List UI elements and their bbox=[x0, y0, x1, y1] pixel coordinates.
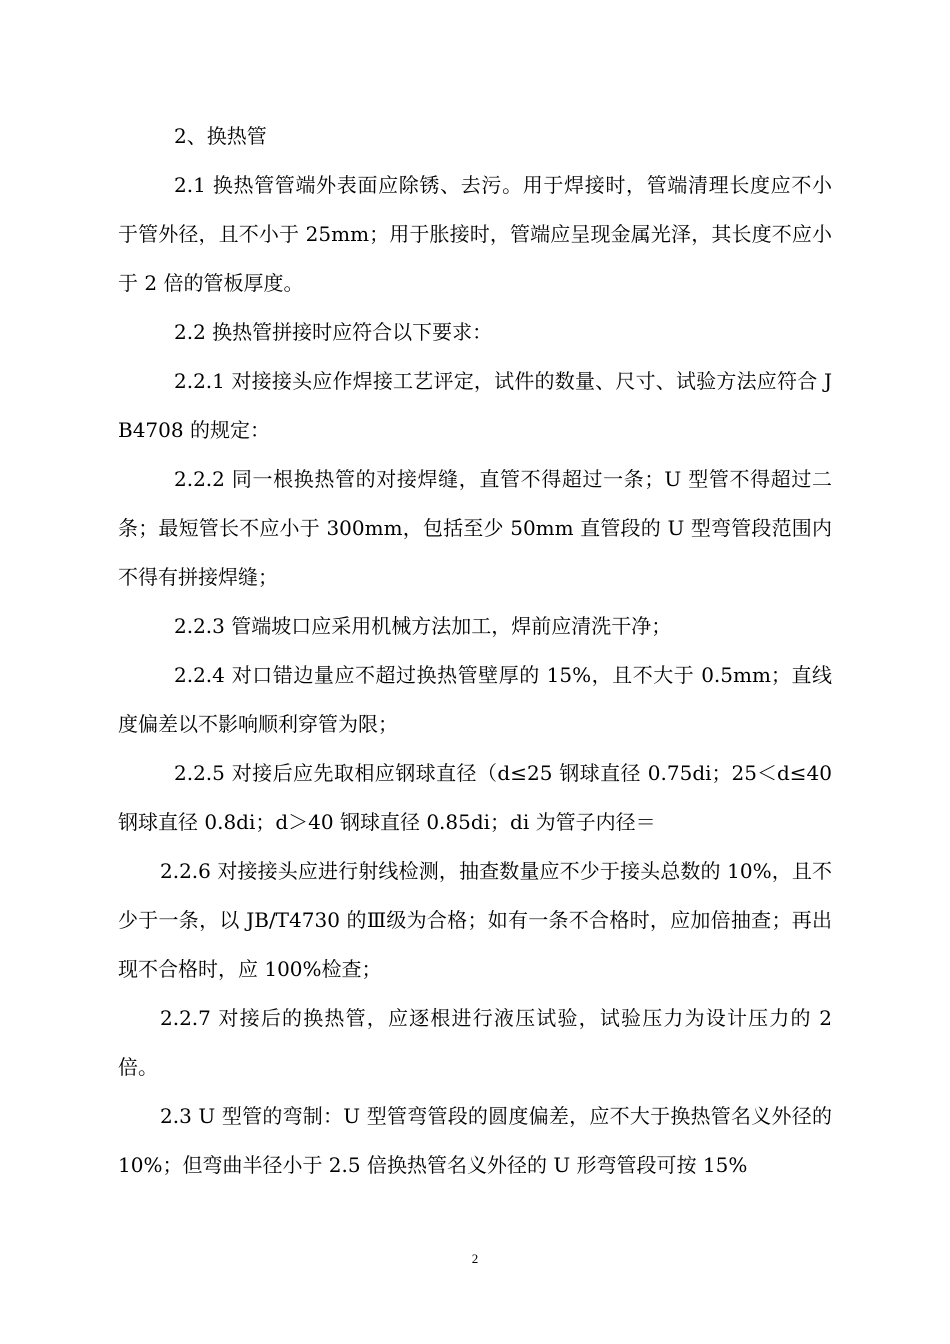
paragraph-2-2-4: 2.2.4 对口错边量应不超过换热管壁厚的 15%，且不大于 0.5mm；直线度偏差以不影响顺利穿管为限； bbox=[118, 663, 832, 736]
paragraph-2-3: 2.3 U 型管的弯制：U 型管弯管段的圆度偏差，应不大于换热管名义外径的 10%；但弯曲半径小于 2.5 倍换热管名义外径的 U 形弯管段可按 15% bbox=[118, 1104, 832, 1177]
paragraph-2-2-5: 2.2.5 对接后应先取相应钢球直径（d≤25 钢球直径 0.75di；25＜d≤40 钢球直径 0.8di；d＞40 钢球直径 0.85di；di 为管子内径＝ bbox=[118, 761, 832, 834]
paragraph-2-1: 2.1 换热管管端外表面应除锈、去污。用于焊接时，管端清理长度应不小于管外径，且不小于 25mm；用于胀接时，管端应呈现金属光泽，其长度不应小于 2 倍的管板厚度。 bbox=[118, 173, 832, 295]
paragraph-2-2-1: 2.2.1 对接接头应作焊接工艺评定，试件的数量、尺寸、试验方法应符合 JB4708 的规定： bbox=[118, 369, 832, 442]
section-title: 2、换热管 bbox=[174, 124, 267, 148]
paragraph-2-2: 2.2 换热管拼接时应符合以下要求： bbox=[174, 320, 493, 344]
paragraph-2-2-2: 2.2.2 同一根换热管的对接焊缝，直管不得超过一条；U 型管不得超过二条；最短管长不应小于 300mm，包括至少 50mm 直管段的 U 型弯管段范围内不得有拼接焊缝； bbox=[118, 467, 832, 589]
page-number: 2 bbox=[471, 1251, 479, 1266]
paragraph-2-2-7: 2.2.7 对接后的换热管，应逐根进行液压试验，试验压力为设计压力的 2 倍。 bbox=[118, 1006, 832, 1079]
paragraph-2-2-3: 2.2.3 管端坡口应采用机械方法加工，焊前应清洗干净； bbox=[174, 614, 672, 638]
paragraph-2-2-6: 2.2.6 对接接头应进行射线检测，抽查数量应不少于接头总数的 10%，且不少于一条，以 JB/T4730 的Ⅲ级为合格；如有一条不合格时，应加倍抽查；再出现不合格时，应 100%检查； bbox=[118, 859, 832, 981]
body-text bbox=[118, 112, 832, 1190]
